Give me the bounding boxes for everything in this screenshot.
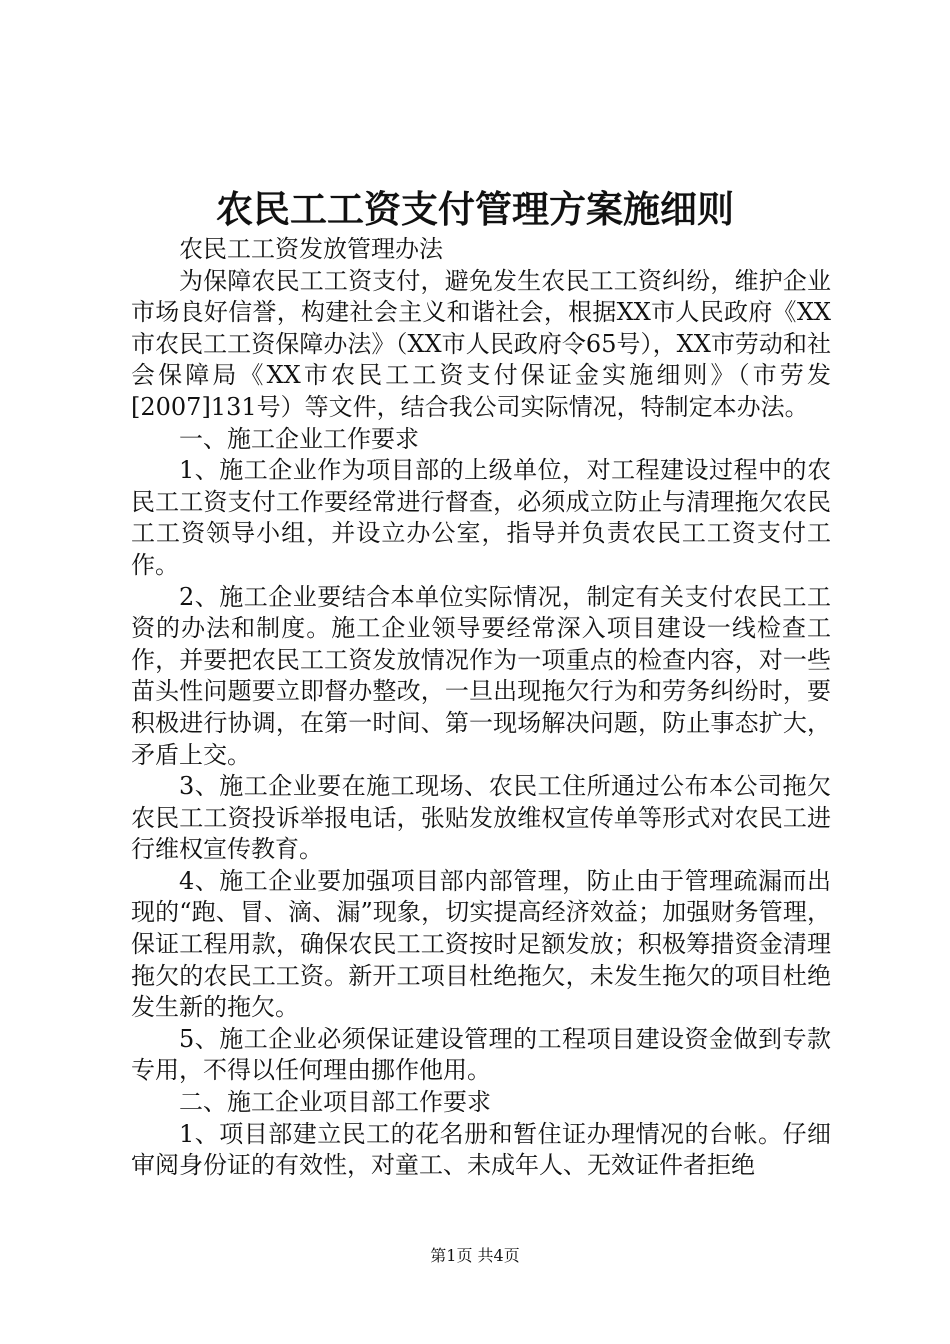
body-paragraph: 5、施工企业必须保证建设管理的工程项目建设资金做到专款专用，不得以任何理由挪作他用。: [131, 1024, 831, 1085]
body-paragraph: 4、施工企业要加强项目部内部管理，防止由于管理疏漏而出现的“跑、冒、滴、漏”现象，切实提高经济效益；加强财务管理，保证工程用款，确保农民工工资按时足额发放；积极筹措资金清理拖欠的农民工工资。新开工项目杜绝拖欠，未发生拖欠的项目杜绝发生新的拖欠。: [131, 866, 831, 1022]
body-paragraph: 2、施工企业要结合本单位实际情况，制定有关支付农民工工资的办法和制度。施工企业领导要经常深入项目建设一线检查工作，并要把农民工工资发放情况作为一项重点的检查内容，对一些苗头性问题要立即督办整改，一旦出现拖欠行为和劳务纠纷时，要积极进行协调，在第一时间、第一现场解决问题，防止事态扩大，矛盾上交。: [131, 582, 831, 769]
section-heading: 一、施工企业工作要求: [179, 424, 419, 453]
document-title: 农民工工资支付管理方案施细则: [216, 187, 734, 231]
section-heading: 二、施工企业项目部工作要求: [179, 1088, 491, 1117]
section-heading: 农民工工资发放管理办法: [179, 235, 443, 263]
page-footer: 第1页 共4页: [430, 1246, 520, 1265]
body-paragraph: 1、施工企业作为项目部的上级单位，对工程建设过程中的农民工工资支付工作要经常进行督查，必须成立防止与清理拖欠农民工工资领导小组，并设立办公室，指导并负责农民工工资支付工作。: [131, 456, 831, 579]
body-paragraph: 为保障农民工工资支付，避免发生农民工工资纠纷，维护企业市场良好信誉，构建社会主义和谐社会，根据XX市人民政府《XX市农民工工资保障办法》（XX市人民政府令65号），XX市劳动和社会保障局《XX市农民工工资支付保证金实施细则》（市劳发[2007]131号）等文件，结合我公司实际情况，特制定本办法。: [131, 266, 831, 421]
body-paragraph: 3、施工企业要在施工现场、农民工住所通过公布本公司拖欠农民工工资投诉举报电话，张贴发放维权宣传单等形式对农民工进行维权宣传教育。: [131, 772, 831, 864]
document-body: [131, 234, 831, 1182]
body-paragraph: 1、项目部建立民工的花名册和暂住证办理情况的台帐。仔细审阅身份证的有效性，对童工、未成年人、无效证件者拒绝: [131, 1119, 831, 1180]
